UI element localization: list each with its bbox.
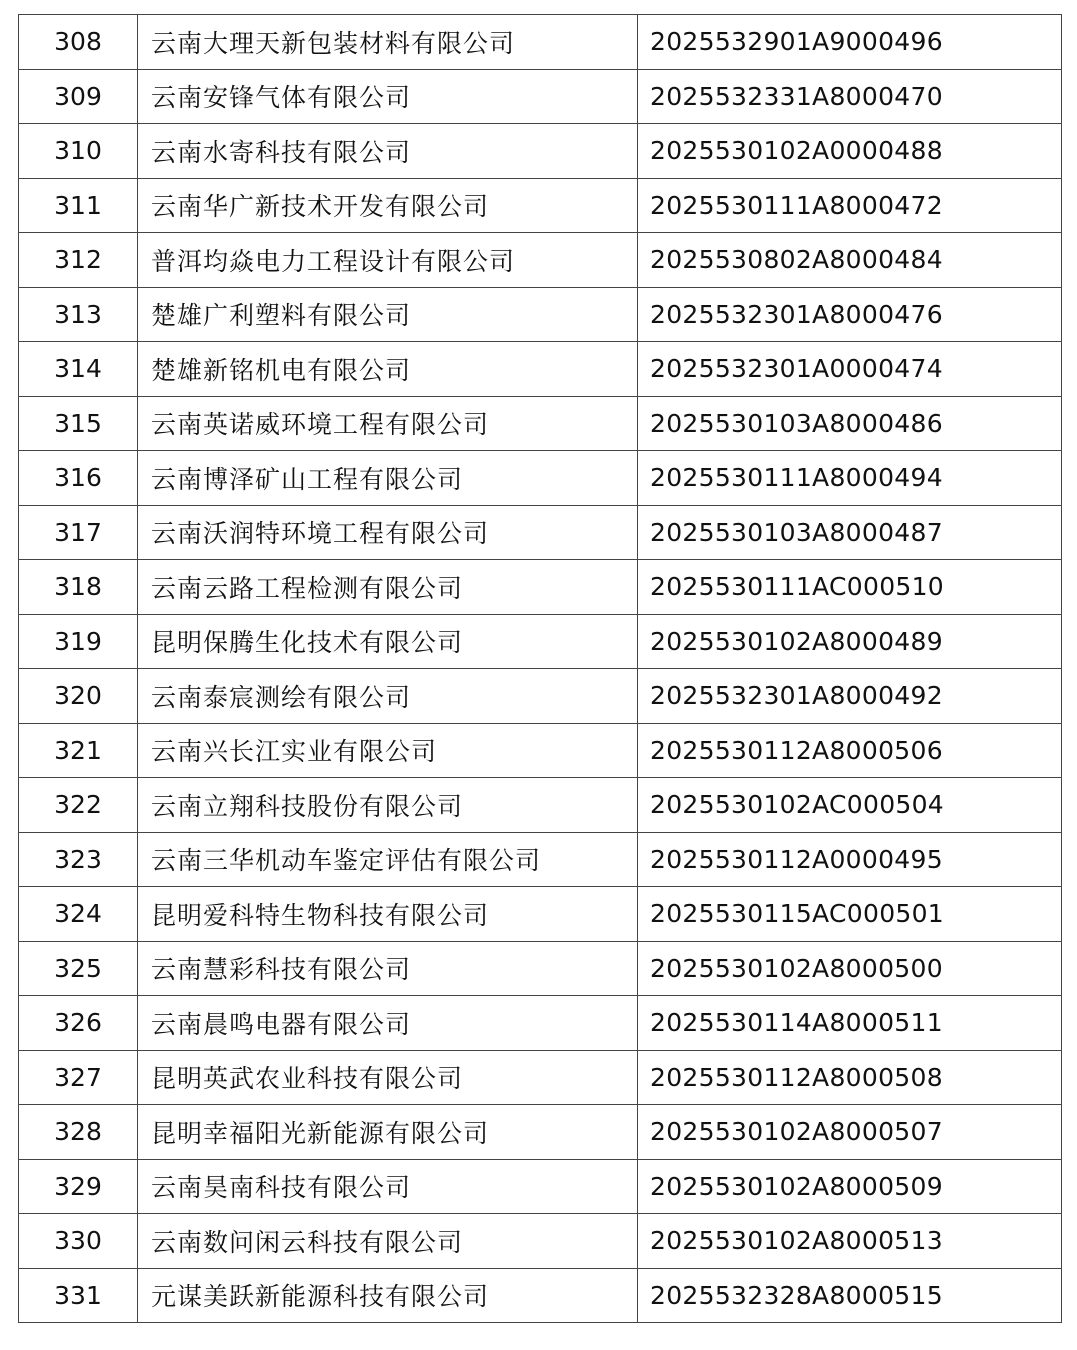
table-row [19,1268,1062,1323]
row-number: 316 [19,451,138,506]
row-number: 318 [19,560,138,615]
table-row [19,669,1062,724]
row-number: 309 [19,69,138,124]
company-name: 楚雄新铭机电有限公司 [138,342,638,397]
table-row [19,178,1062,233]
table-row [19,15,1062,70]
row-number: 328 [19,1105,138,1160]
registration-code: 2025530102A8000500 [638,941,1062,996]
company-name: 云南华广新技术开发有限公司 [138,178,638,233]
table-row [19,451,1062,506]
registration-code: 2025530112A0000495 [638,832,1062,887]
row-number: 317 [19,505,138,560]
table-row [19,124,1062,179]
registration-code: 2025530112A8000508 [638,1050,1062,1105]
company-name: 云南安锋气体有限公司 [138,69,638,124]
row-number: 320 [19,669,138,724]
table-row [19,342,1062,397]
company-name: 云南兴长江实业有限公司 [138,723,638,778]
registration-code: 2025530111A8000494 [638,451,1062,506]
row-number: 312 [19,233,138,288]
table-row [19,1105,1062,1160]
company-name: 楚雄广利塑料有限公司 [138,287,638,342]
company-name: 云南泰宸测绘有限公司 [138,669,638,724]
company-name: 普洱均焱电力工程设计有限公司 [138,233,638,288]
registration-code: 2025530114A8000511 [638,996,1062,1051]
row-number: 322 [19,778,138,833]
registration-code: 2025530802A8000484 [638,233,1062,288]
table-row [19,832,1062,887]
company-name: 云南立翔科技股份有限公司 [138,778,638,833]
row-number: 325 [19,941,138,996]
company-name: 云南昊南科技有限公司 [138,1159,638,1214]
registration-code: 2025530115AC000501 [638,887,1062,942]
company-name: 云南沃润特环境工程有限公司 [138,505,638,560]
company-name: 昆明保腾生化技术有限公司 [138,614,638,669]
table-row [19,887,1062,942]
registration-code: 2025530111AC000510 [638,560,1062,615]
table-body [19,15,1062,1323]
table-row [19,1050,1062,1105]
registration-code: 2025530102A8000507 [638,1105,1062,1160]
registration-code: 2025532901A9000496 [638,15,1062,70]
company-name: 云南英诺威环境工程有限公司 [138,396,638,451]
registration-code: 2025530102A8000489 [638,614,1062,669]
table-row [19,723,1062,778]
table-row [19,941,1062,996]
registration-code: 2025530111A8000472 [638,178,1062,233]
table-row [19,396,1062,451]
company-name: 云南数问闲云科技有限公司 [138,1214,638,1269]
table-row [19,778,1062,833]
table-row [19,614,1062,669]
table-row [19,505,1062,560]
company-name: 云南大理天新包装材料有限公司 [138,15,638,70]
registration-code: 2025530102AC000504 [638,778,1062,833]
row-number: 323 [19,832,138,887]
registration-code: 2025532301A0000474 [638,342,1062,397]
row-number: 330 [19,1214,138,1269]
row-number: 331 [19,1268,138,1323]
table-row [19,1159,1062,1214]
company-name: 云南三华机动车鉴定评估有限公司 [138,832,638,887]
table-row [19,233,1062,288]
registration-code: 2025530102A0000488 [638,124,1062,179]
row-number: 314 [19,342,138,397]
registration-code: 2025530103A8000486 [638,396,1062,451]
registration-code: 2025530103A8000487 [638,505,1062,560]
company-name: 昆明爱科特生物科技有限公司 [138,887,638,942]
company-list-table [18,14,1062,1323]
row-number: 324 [19,887,138,942]
company-name: 昆明幸福阳光新能源有限公司 [138,1105,638,1160]
table-row [19,996,1062,1051]
row-number: 326 [19,996,138,1051]
row-number: 308 [19,15,138,70]
row-number: 313 [19,287,138,342]
table-row [19,1214,1062,1269]
registration-code: 2025530102A8000513 [638,1214,1062,1269]
company-name: 云南水寄科技有限公司 [138,124,638,179]
company-name: 元谋美跃新能源科技有限公司 [138,1268,638,1323]
row-number: 319 [19,614,138,669]
registration-code: 2025530112A8000506 [638,723,1062,778]
registration-code: 2025532301A8000476 [638,287,1062,342]
row-number: 327 [19,1050,138,1105]
row-number: 321 [19,723,138,778]
row-number: 310 [19,124,138,179]
registration-code: 2025532331A8000470 [638,69,1062,124]
company-name: 昆明英武农业科技有限公司 [138,1050,638,1105]
company-name: 云南慧彩科技有限公司 [138,941,638,996]
company-name: 云南博泽矿山工程有限公司 [138,451,638,506]
table-row [19,69,1062,124]
row-number: 329 [19,1159,138,1214]
company-name: 云南云路工程检测有限公司 [138,560,638,615]
registration-code: 2025532328A8000515 [638,1268,1062,1323]
company-name: 云南晨鸣电器有限公司 [138,996,638,1051]
row-number: 315 [19,396,138,451]
table-row [19,560,1062,615]
row-number: 311 [19,178,138,233]
registration-code: 2025532301A8000492 [638,669,1062,724]
table-row [19,287,1062,342]
registration-code: 2025530102A8000509 [638,1159,1062,1214]
